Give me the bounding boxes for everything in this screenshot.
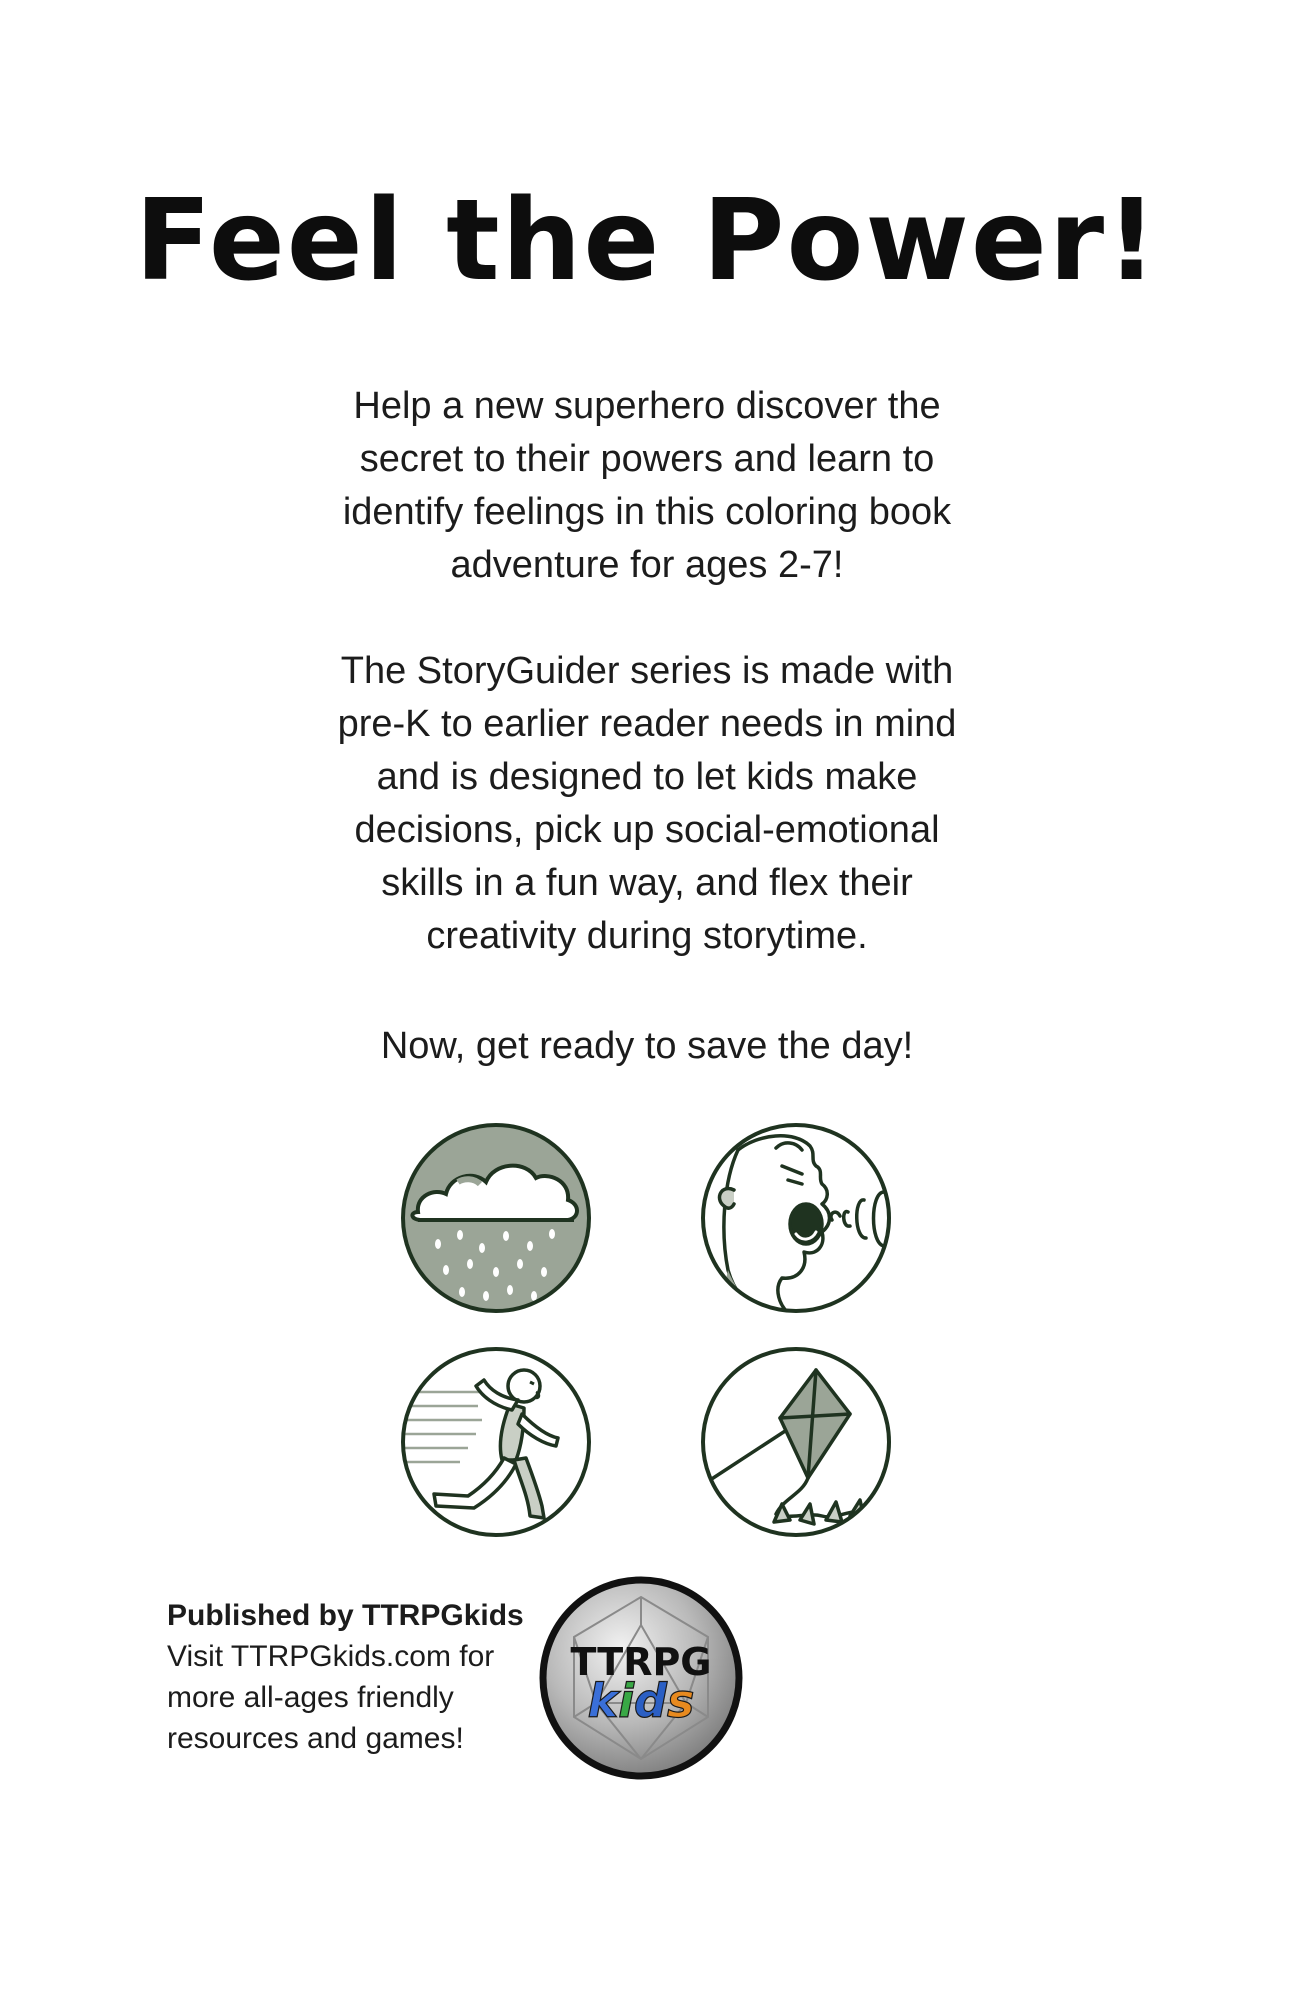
page-title: Feel the Power!	[134, 176, 1160, 306]
description-paragraph-2	[280, 645, 1014, 963]
text-line: identify feelings in this coloring book	[342, 491, 952, 533]
text-line: secret to their powers and learn to	[359, 438, 935, 480]
publisher-line: resources and games!	[167, 1722, 464, 1755]
text-line: adventure for ages 2-7!	[450, 544, 844, 586]
text-line: pre-K to earlier reader needs in mind	[337, 703, 957, 745]
description-paragraph-1	[280, 380, 1014, 592]
logo-letter: d	[634, 1674, 667, 1728]
call-to-action: Now, get ready to save the day!	[380, 1025, 914, 1067]
logo-letter: k	[587, 1674, 619, 1728]
logo-letter: i	[618, 1674, 635, 1728]
text-line: decisions, pick up social-emotional	[354, 809, 940, 851]
logo-word-bottom	[588, 1674, 695, 1728]
text-line: and is designed to let kids make	[376, 756, 918, 798]
shouting-face-icon	[698, 1120, 894, 1316]
text-line: skills in a fun way, and flex their	[381, 862, 913, 904]
publisher-line: more all-ages friendly	[167, 1681, 454, 1714]
text-line: Help a new superhero discover the	[353, 385, 941, 427]
logo-letter: s	[666, 1674, 695, 1728]
running-person-icon	[398, 1344, 594, 1540]
kite-icon	[698, 1344, 894, 1540]
feelings-icon-grid	[398, 1120, 898, 1540]
publisher-heading: Published by TTRPGkids	[167, 1599, 524, 1632]
publisher-line: Visit TTRPGkids.com for	[167, 1640, 495, 1673]
publisher-info	[167, 1595, 547, 1759]
text-line: creativity during storytime.	[426, 915, 868, 957]
logo-word-top: TTRPG	[570, 1640, 712, 1684]
rain-cloud-icon	[398, 1120, 594, 1316]
text-line: The StoryGuider series is made with	[340, 650, 954, 692]
ttrpgkids-logo	[538, 1575, 744, 1781]
